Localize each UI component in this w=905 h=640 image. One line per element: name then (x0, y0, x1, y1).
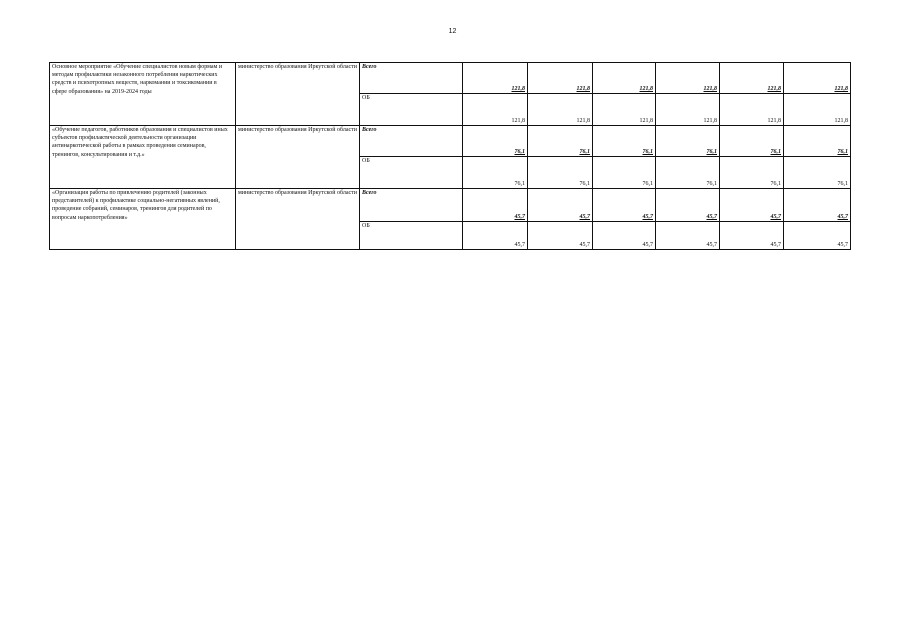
total-value: 121,8 (463, 63, 528, 94)
funding-total-label: Всего (360, 189, 463, 222)
source-value: 121,8 (593, 94, 656, 126)
funding-source-label: ОБ (360, 94, 463, 126)
page-number: 12 (448, 28, 457, 35)
activity-description: «Обучение педагогов, работников образования и специалистов иных субъектов профилактической деятельности организации антинаркотической работы в рамках проведения семинаров, тренингов, консультирования и т.д.» (50, 126, 236, 189)
table-row (50, 126, 851, 157)
total-value: 121,8 (656, 63, 720, 94)
total-value: 45,7 (656, 189, 720, 222)
total-value: 76,1 (593, 126, 656, 157)
source-value: 76,1 (656, 157, 720, 189)
total-value: 121,8 (784, 63, 851, 94)
activity-description: Основное мероприятие «Обучение специалистов новым формам и методам профилактики незаконного потребления наркотических средств и психотропных веществ, наркомании и токсикомании в сфере образования» на 2019-2024 годы (50, 63, 236, 126)
total-value: 76,1 (656, 126, 720, 157)
source-value: 121,8 (784, 94, 851, 126)
source-value: 121,8 (656, 94, 720, 126)
total-value: 76,1 (463, 126, 528, 157)
funding-source-label: ОБ (360, 157, 463, 189)
responsible-organization: министерство образования Иркутской области (236, 126, 360, 189)
total-value: 45,7 (463, 189, 528, 222)
source-value: 45,7 (463, 222, 528, 250)
total-value: 45,7 (593, 189, 656, 222)
total-value: 76,1 (528, 126, 593, 157)
source-value: 76,1 (593, 157, 656, 189)
budget-table (49, 62, 851, 250)
source-value: 45,7 (528, 222, 593, 250)
source-value: 121,8 (720, 94, 784, 126)
total-value: 121,8 (720, 63, 784, 94)
total-value: 45,7 (528, 189, 593, 222)
funding-total-label: Всего (360, 63, 463, 94)
table-row (50, 189, 851, 222)
total-value: 121,8 (528, 63, 593, 94)
total-value: 45,7 (784, 189, 851, 222)
responsible-organization: министерство образования Иркутской области (236, 189, 360, 250)
source-value: 45,7 (656, 222, 720, 250)
source-value: 45,7 (784, 222, 851, 250)
source-value: 76,1 (463, 157, 528, 189)
source-value: 76,1 (720, 157, 784, 189)
funding-total-label: Всего (360, 126, 463, 157)
source-value: 76,1 (784, 157, 851, 189)
source-value: 121,8 (463, 94, 528, 126)
source-value: 45,7 (593, 222, 656, 250)
responsible-organization: министерство образования Иркутской области (236, 63, 360, 126)
total-value: 76,1 (720, 126, 784, 157)
total-value: 121,8 (593, 63, 656, 94)
source-value: 121,8 (528, 94, 593, 126)
total-value: 76,1 (784, 126, 851, 157)
source-value: 76,1 (528, 157, 593, 189)
funding-source-label: ОБ (360, 222, 463, 250)
activity-description: «Организация работы по привлечению родителей (законных представителей) к профилактике социально-негативных явлений, проведение собраний, семинаров, тренингов для родителей по вопросам наркопотребления» (50, 189, 236, 250)
source-value: 45,7 (720, 222, 784, 250)
table-row (50, 63, 851, 94)
total-value: 45,7 (720, 189, 784, 222)
